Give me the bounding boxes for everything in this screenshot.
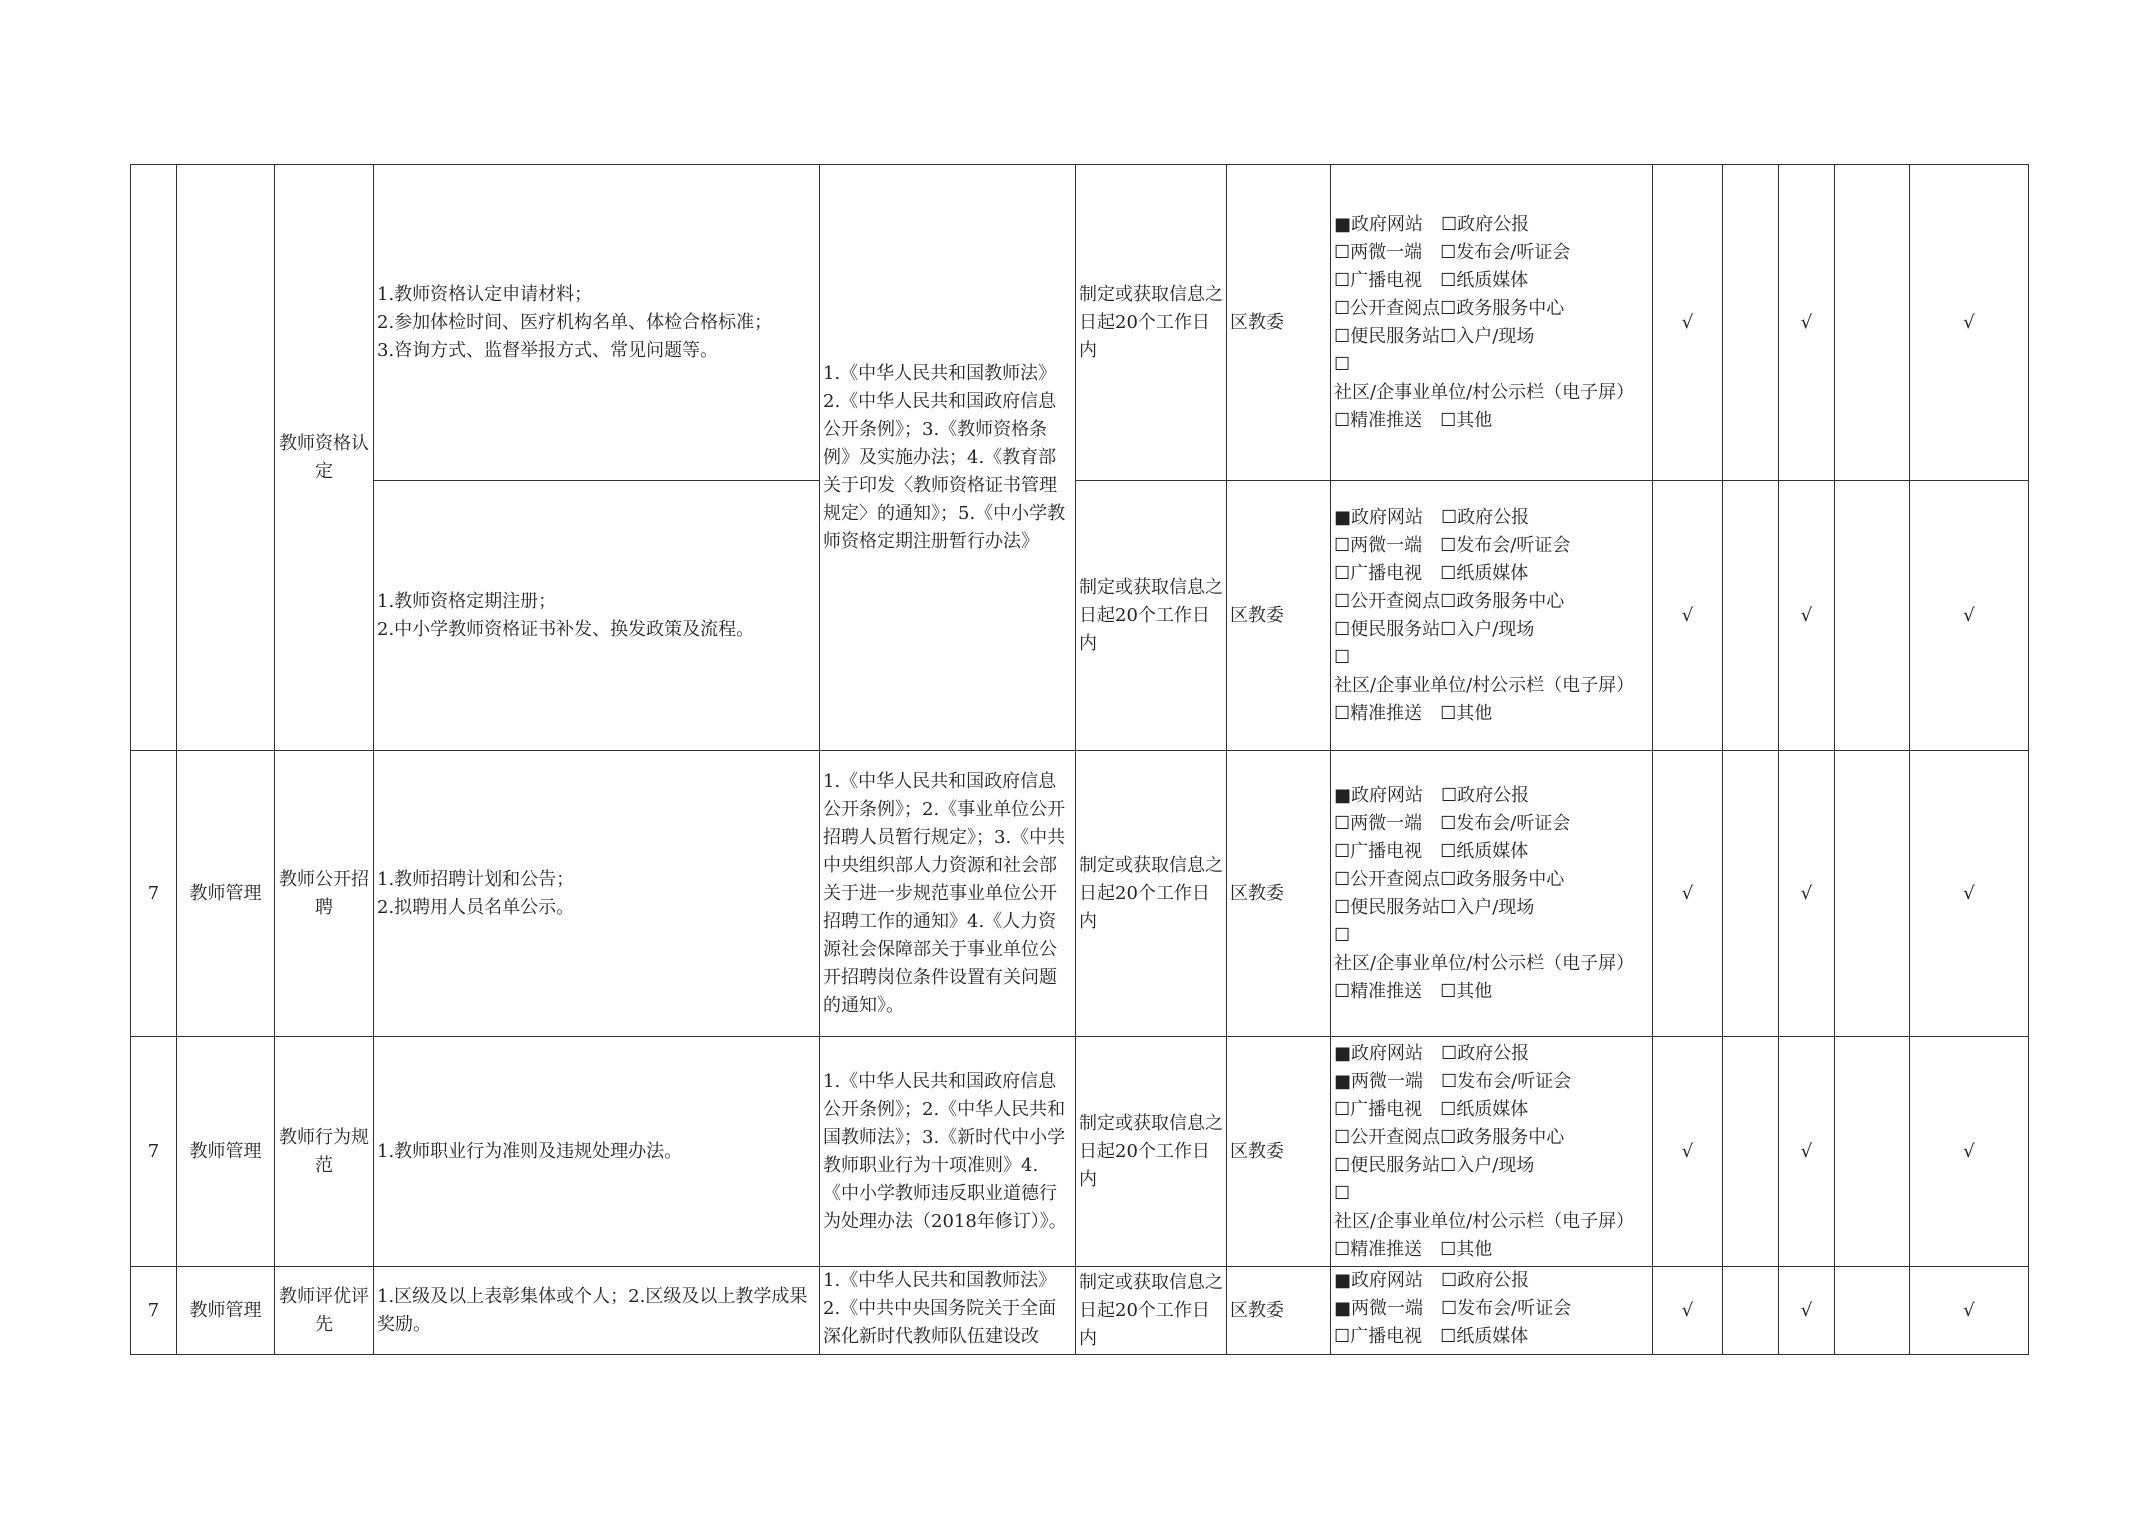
- checkbox[interactable]: ☐: [1334, 840, 1351, 862]
- channel-label: 精准推送: [1350, 1238, 1423, 1260]
- channel-label: 精准推送: [1350, 980, 1423, 1002]
- check-mark: [1723, 165, 1779, 481]
- content-line: 1.教师招聘计划和公告；: [377, 868, 575, 890]
- channel-label: 其他: [1456, 1238, 1493, 1260]
- subitem-cell: 教师评优评先: [275, 1267, 374, 1355]
- channel-label: 政务服务中心: [1456, 297, 1565, 319]
- channel-label: 其他: [1456, 409, 1493, 431]
- channel-label: 公开查阅点: [1350, 868, 1441, 890]
- channel-label: 精准推送: [1350, 702, 1423, 724]
- channels-cell: [1331, 165, 1653, 481]
- checkbox[interactable]: ■: [1334, 506, 1352, 528]
- checkbox[interactable]: ☐: [1441, 1298, 1458, 1319]
- checkbox[interactable]: ☐: [1334, 325, 1351, 347]
- check-mark: [1835, 481, 1910, 751]
- checkbox[interactable]: ☐: [1334, 646, 1351, 668]
- category-cell: 教师管理: [177, 1267, 275, 1355]
- category-cell: [177, 165, 275, 751]
- channel-label: 政府网站: [1351, 506, 1424, 528]
- channel-label: 政府公报: [1457, 784, 1530, 806]
- time-cell: 制定或获取信息之日起20个工作日内: [1076, 165, 1227, 481]
- channel-label: 纸质媒体: [1456, 1098, 1529, 1120]
- channel-label: 社区/企事业单位/村公示栏（电子屏）: [1334, 381, 1635, 403]
- row-number: 7: [131, 1037, 177, 1267]
- check-mark: √: [1779, 1267, 1835, 1355]
- subject-cell: 区教委: [1227, 1267, 1331, 1355]
- checkbox[interactable]: ☐: [1334, 1126, 1351, 1148]
- channel-label: 政府公报: [1457, 506, 1530, 528]
- channel-label: 政府网站: [1351, 1042, 1424, 1064]
- content-line: 1.区级及以上表彰集体或个人；2.区级及以上教学成果奖励。: [377, 1285, 808, 1335]
- check-mark: √: [1779, 165, 1835, 481]
- channel-label: 广播电视: [1350, 1326, 1423, 1347]
- check-mark: √: [1653, 1037, 1723, 1267]
- channel-label: 公开查阅点: [1350, 297, 1441, 319]
- checkbox[interactable]: ☐: [1440, 1326, 1457, 1347]
- table-row: [131, 165, 2029, 481]
- checkbox[interactable]: ☐: [1440, 590, 1457, 612]
- check-mark: [1835, 1037, 1910, 1267]
- category-cell: 教师管理: [177, 1037, 275, 1267]
- basis-cell: 1.《中华人民共和国教师法》2.《中华人民共和国政府信息公开条例》；3.《教师资格条例》及实施办法；4.《教育部关于印发〈教师资格证书管理规定〉的通知》；5.《中小学教师资格定期注册暂行办法》: [820, 165, 1076, 751]
- checkbox[interactable]: ■: [1334, 1042, 1352, 1064]
- checkbox[interactable]: ☐: [1334, 562, 1351, 584]
- table-row: [131, 481, 2029, 751]
- content-cell: [374, 1267, 820, 1355]
- content-line: 1.教师职业行为准则及违规处理办法。: [377, 1140, 683, 1162]
- checkbox[interactable]: ☐: [1440, 980, 1457, 1002]
- subitem-cell: 教师公开招聘: [275, 751, 374, 1037]
- content-cell: [374, 751, 820, 1037]
- checkbox[interactable]: ☐: [1334, 1238, 1351, 1260]
- table-row: [131, 751, 2029, 1037]
- checkbox[interactable]: ☐: [1440, 1126, 1457, 1148]
- channel-label: 发布会/听证会: [1456, 534, 1571, 556]
- check-mark: [1723, 751, 1779, 1037]
- channel-label: 精准推送: [1350, 409, 1423, 431]
- content-cell: [374, 1037, 820, 1267]
- check-mark: [1723, 1267, 1779, 1355]
- basis-cell: 1.《中华人民共和国政府信息公开条例》；2.《中华人民共和国教师法》；3.《新时代中小学教师职业行为十项准则》4.《中小学教师违反职业道德行为处理办法（2018年修订）》。: [820, 1037, 1076, 1267]
- checkbox[interactable]: ☐: [1334, 702, 1351, 724]
- channel-label: 两微一端: [1351, 1070, 1424, 1092]
- content-line: 2.参加体检时间、医疗机构名单、体检合格标准；: [377, 311, 773, 333]
- checkbox[interactable]: ☐: [1334, 269, 1351, 291]
- channel-label: 入户/现场: [1456, 618, 1535, 640]
- row-number: 7: [131, 1267, 177, 1355]
- checkbox[interactable]: ☐: [1334, 297, 1351, 319]
- check-mark: √: [1653, 751, 1723, 1037]
- channels-cell: [1331, 1037, 1653, 1267]
- row-number: [131, 165, 177, 751]
- check-mark: [1835, 1267, 1910, 1355]
- content-line: 1.教师资格认定申请材料；: [377, 283, 593, 305]
- channel-label: 政府公报: [1457, 1042, 1530, 1064]
- checkbox[interactable]: ☐: [1441, 213, 1458, 235]
- checkbox[interactable]: ☐: [1441, 784, 1458, 806]
- subject-cell: 区教委: [1227, 481, 1331, 751]
- channel-label: 公开查阅点: [1350, 590, 1441, 612]
- checkbox[interactable]: ■: [1334, 784, 1352, 806]
- channel-label: 便民服务站: [1350, 896, 1441, 918]
- checkbox[interactable]: ☐: [1440, 868, 1457, 890]
- checkbox[interactable]: ☐: [1334, 812, 1351, 834]
- content-line: 2.拟聘用人员名单公示。: [377, 896, 575, 918]
- checkbox[interactable]: ☐: [1440, 1154, 1457, 1176]
- checkbox[interactable]: ☐: [1440, 1238, 1457, 1260]
- check-mark: √: [1779, 751, 1835, 1037]
- channel-label: 便民服务站: [1350, 1154, 1441, 1176]
- checkbox[interactable]: ■: [1334, 1298, 1352, 1319]
- checkbox[interactable]: ☐: [1334, 409, 1351, 431]
- channel-label: 入户/现场: [1456, 325, 1535, 347]
- channel-label: 公开查阅点: [1350, 1126, 1441, 1148]
- channel-label: 发布会/听证会: [1456, 241, 1571, 263]
- checkbox[interactable]: ☐: [1334, 534, 1351, 556]
- checkbox[interactable]: ☐: [1334, 618, 1351, 640]
- category-cell: 教师管理: [177, 751, 275, 1037]
- channel-label: 两微一端: [1350, 241, 1423, 263]
- channel-label: 政府网站: [1351, 213, 1424, 235]
- checkbox[interactable]: ☐: [1440, 562, 1457, 584]
- content-line: 3.咨询方式、监督举报方式、常见问题等。: [377, 339, 719, 361]
- check-mark: √: [1653, 481, 1723, 751]
- channel-label: 两微一端: [1350, 534, 1423, 556]
- check-mark: √: [1910, 751, 2029, 1037]
- checkbox[interactable]: ☐: [1334, 1182, 1351, 1204]
- check-mark: [1835, 165, 1910, 481]
- table-row: [131, 1267, 2029, 1355]
- checkbox[interactable]: ■: [1334, 1270, 1352, 1291]
- channel-label: 发布会/听证会: [1456, 812, 1571, 834]
- check-mark: [1835, 751, 1910, 1037]
- channel-label: 发布会/听证会: [1457, 1298, 1572, 1319]
- channel-label: 纸质媒体: [1456, 269, 1529, 291]
- checkbox[interactable]: ☐: [1441, 1042, 1458, 1064]
- channel-label: 政府网站: [1351, 1270, 1424, 1291]
- channel-label: 入户/现场: [1456, 896, 1535, 918]
- content-line: 1.教师资格定期注册；: [377, 590, 557, 612]
- basis-cell: 1.《中华人民共和国教师法》2.《中共中央国务院关于全面深化新时代教师队伍建设改: [820, 1267, 1076, 1355]
- check-mark: √: [1653, 165, 1723, 481]
- channel-label: 广播电视: [1350, 840, 1423, 862]
- checkbox[interactable]: ☐: [1440, 1098, 1457, 1120]
- check-mark: √: [1910, 1037, 2029, 1267]
- channel-label: 其他: [1456, 702, 1493, 724]
- checkbox[interactable]: ☐: [1440, 534, 1457, 556]
- checkbox[interactable]: ☐: [1440, 702, 1457, 724]
- checkbox[interactable]: ☐: [1440, 618, 1457, 640]
- checkbox[interactable]: ☐: [1440, 241, 1457, 263]
- channel-label: 广播电视: [1350, 1098, 1423, 1120]
- channels-cell: [1331, 751, 1653, 1037]
- subitem-cell: 教师行为规范: [275, 1037, 374, 1267]
- check-mark: √: [1910, 165, 2029, 481]
- channel-label: 便民服务站: [1350, 618, 1441, 640]
- subject-cell: 区教委: [1227, 751, 1331, 1037]
- content-cell: [374, 165, 820, 481]
- checkbox[interactable]: ☐: [1334, 1154, 1351, 1176]
- channel-label: 广播电视: [1350, 269, 1423, 291]
- check-mark: √: [1910, 1267, 2029, 1355]
- check-mark: √: [1779, 481, 1835, 751]
- checkbox[interactable]: ☐: [1441, 506, 1458, 528]
- checkbox[interactable]: ☐: [1440, 325, 1457, 347]
- check-mark: [1723, 481, 1779, 751]
- time-cell: 制定或获取信息之日起20个工作日内: [1076, 751, 1227, 1037]
- content-cell: [374, 481, 820, 751]
- checkbox[interactable]: ☐: [1334, 868, 1351, 890]
- checkbox[interactable]: ☐: [1334, 1098, 1351, 1120]
- channel-label: 便民服务站: [1350, 325, 1441, 347]
- checkbox[interactable]: ☐: [1334, 590, 1351, 612]
- channel-label: 政府网站: [1351, 784, 1424, 806]
- checkbox[interactable]: ☐: [1334, 924, 1351, 946]
- channel-label: 社区/企事业单位/村公示栏（电子屏）: [1334, 1210, 1635, 1232]
- channel-label: 纸质媒体: [1456, 562, 1529, 584]
- checkbox[interactable]: ☐: [1441, 1270, 1458, 1291]
- check-mark: √: [1653, 1267, 1723, 1355]
- channel-label: 社区/企事业单位/村公示栏（电子屏）: [1334, 952, 1635, 974]
- channel-label: 纸质媒体: [1456, 1326, 1529, 1347]
- channel-label: 政府公报: [1457, 1270, 1530, 1291]
- time-cell: 制定或获取信息之日起20个工作日内: [1076, 1267, 1227, 1355]
- content-line: 2.中小学教师资格证书补发、换发政策及流程。: [377, 618, 755, 640]
- checkbox[interactable]: ☐: [1440, 297, 1457, 319]
- channel-label: 入户/现场: [1456, 1154, 1535, 1176]
- checkbox[interactable]: ☐: [1441, 1070, 1458, 1092]
- checkbox[interactable]: ☐: [1440, 812, 1457, 834]
- checkbox[interactable]: ■: [1334, 213, 1352, 235]
- checkbox[interactable]: ☐: [1440, 896, 1457, 918]
- checkbox[interactable]: ☐: [1334, 1326, 1351, 1347]
- basis-cell: 1.《中华人民共和国政府信息公开条例》；2.《事业单位公开招聘人员暂行规定》；3.《中共中央组织部人力资源和社会部关于进一步规范事业单位公开招聘工作的通知》4.《人力资源社会保障部关于事业单位公开招聘岗位条件设置有关问题的通知》。: [820, 751, 1076, 1037]
- row-number: 7: [131, 751, 177, 1037]
- table-row: [131, 1037, 2029, 1267]
- channels-cell: [1331, 1267, 1653, 1355]
- channel-label: 政务服务中心: [1456, 590, 1565, 612]
- channels-cell: [1331, 481, 1653, 751]
- channel-label: 两微一端: [1351, 1298, 1424, 1319]
- check-mark: √: [1910, 481, 2029, 751]
- checkbox[interactable]: ■: [1334, 1070, 1352, 1092]
- channel-label: 发布会/听证会: [1457, 1070, 1572, 1092]
- channel-label: 政务服务中心: [1456, 1126, 1565, 1148]
- time-cell: 制定或获取信息之日起20个工作日内: [1076, 1037, 1227, 1267]
- subject-cell: 区教委: [1227, 165, 1331, 481]
- channel-label: 政务服务中心: [1456, 868, 1565, 890]
- checkbox[interactable]: ☐: [1440, 269, 1457, 291]
- checkbox[interactable]: ☐: [1334, 896, 1351, 918]
- disclosure-table: [130, 164, 2029, 1355]
- channel-label: 两微一端: [1350, 812, 1423, 834]
- checkbox[interactable]: ☐: [1334, 980, 1351, 1002]
- checkbox[interactable]: ☐: [1334, 353, 1351, 375]
- channel-label: 广播电视: [1350, 562, 1423, 584]
- channel-label: 社区/企事业单位/村公示栏（电子屏）: [1334, 674, 1635, 696]
- check-mark: √: [1779, 1037, 1835, 1267]
- channel-label: 纸质媒体: [1456, 840, 1529, 862]
- subitem-cell: 教师资格认定: [275, 165, 374, 751]
- checkbox[interactable]: ☐: [1440, 409, 1457, 431]
- channel-label: 政府公报: [1457, 213, 1530, 235]
- checkbox[interactable]: ☐: [1440, 840, 1457, 862]
- check-mark: [1723, 1037, 1779, 1267]
- checkbox[interactable]: ☐: [1334, 241, 1351, 263]
- time-cell: 制定或获取信息之日起20个工作日内: [1076, 481, 1227, 751]
- subject-cell: 区教委: [1227, 1037, 1331, 1267]
- channel-label: 其他: [1456, 980, 1493, 1002]
